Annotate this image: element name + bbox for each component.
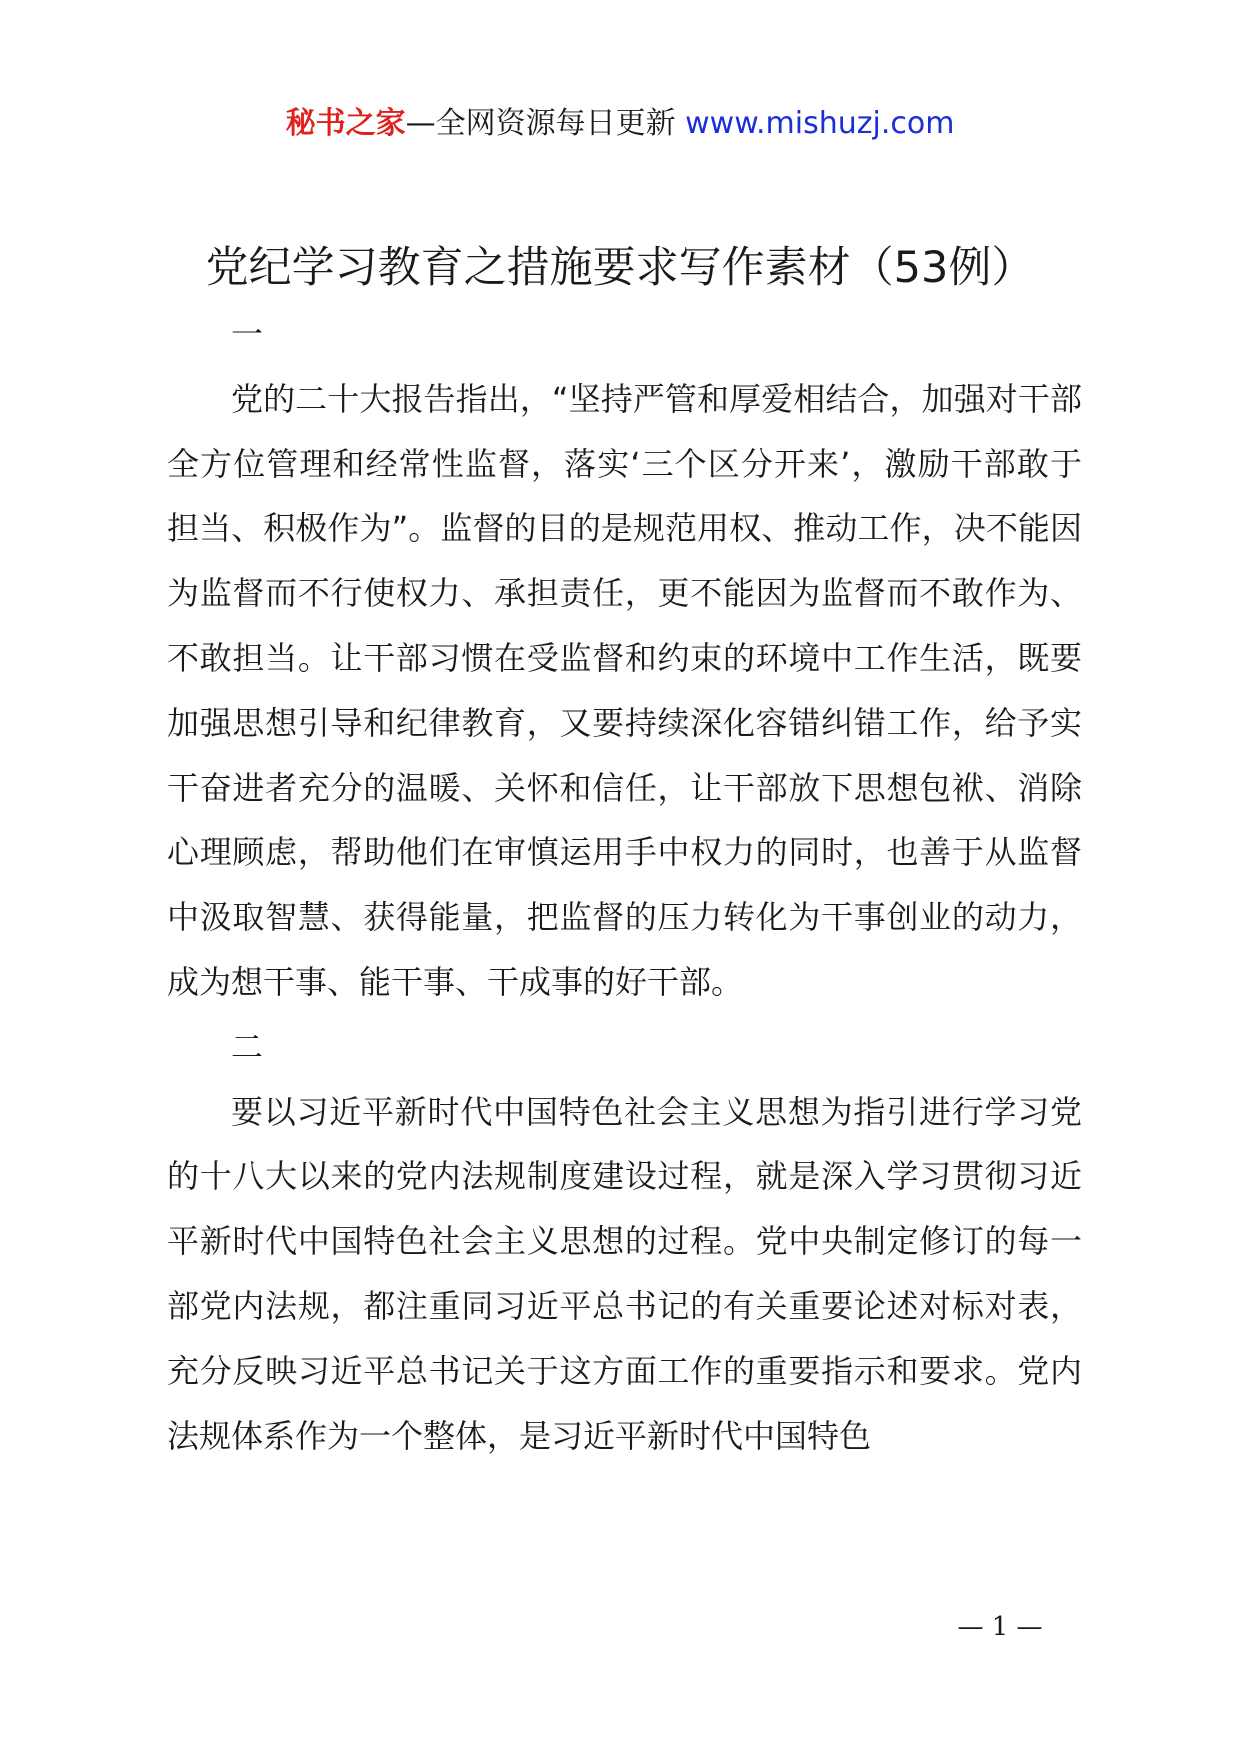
section-number: 二 (231, 1027, 264, 1066)
document-body (167, 302, 1082, 1468)
site-header (0, 104, 1240, 144)
section-paragraph: 党的二十大报告指出，“坚持严管和厚爱相结合，加强对干部全方位管理和经常性监督，落实‘三个区分开来’，激励干部敢于担当、积极作为”。监督的目的是规范用权、推动工作，决不能因为监督而不行使权力、承担责任，更不能因为监督而不敢作为、不敢担当。让干部习惯在受监督和约束的环境中工作生活，既要加强思想引导和纪律教育，又要持续深化容错纠错工作，给予实干奋进者充分的温暖、关怀和信任，让干部放下思想包袱、消除心理顾虑，帮助他们在审慎运用手中权力的同时，也善于从监督中汲取智慧、获得能量，把监督的压力转化为干事创业的动力，成为想干事、能干事、干成事的好干部。 (167, 379, 1082, 1001)
site-slogan: —全网资源每日更新 (405, 106, 676, 141)
section-paragraph: 要以习近平新时代中国特色社会主义思想为指引进行学习党的十八大以来的党内法规制度建设过程，就是深入学习贯彻习近平新时代中国特色社会主义思想的过程。党中央制定修订的每一部党内法规，都注重同习近平总书记的有关重要论述对标对表，充分反映习近平总书记关于这方面工作的重要指示和要求。党内法规体系作为一个整体，是习近平新时代中国特色 (167, 1092, 1082, 1455)
document-title: 党纪学习教育之措施要求写作素材（53例） (205, 243, 1035, 293)
site-url-link[interactable]: www.mishuzj.com (685, 106, 955, 141)
page-number: — 1 — (957, 1612, 1043, 1642)
section-number: 一 (231, 315, 264, 353)
site-brand: 秘书之家 (285, 106, 406, 141)
